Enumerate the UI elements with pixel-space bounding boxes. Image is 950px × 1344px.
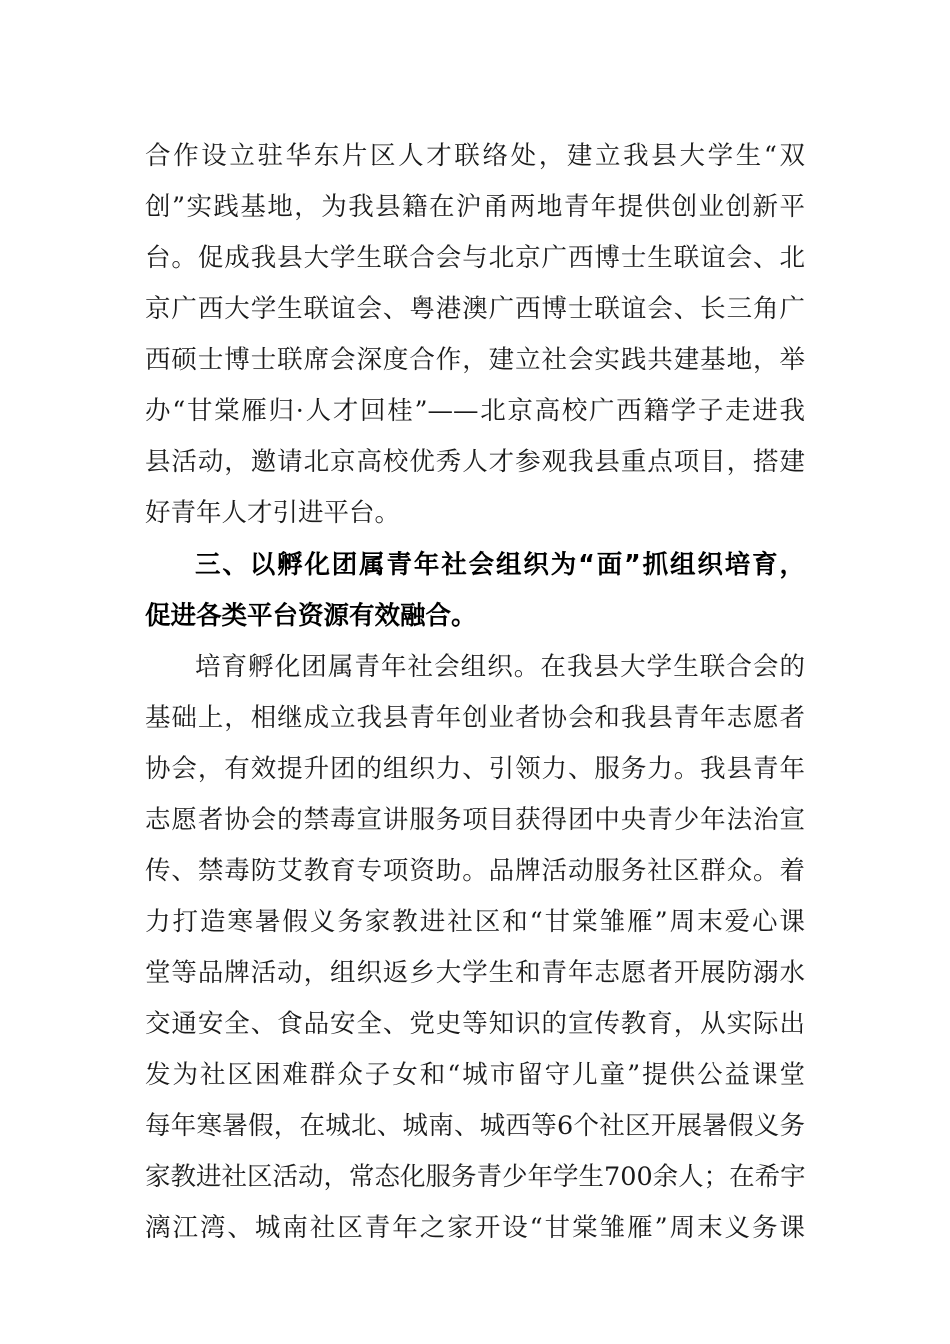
text-line: 力打造寒暑假义务家教进社区和“甘棠雏雁”周末爱心课: [145, 907, 805, 937]
text-line: 合作设立驻华东片区人才联络处，建立我县大学生“双: [145, 141, 805, 171]
text-line: 好青年人才引进平台。: [145, 498, 401, 528]
text-line: 发为社区困难群众子女和“城市留守儿童”提供公益课堂: [145, 1060, 805, 1090]
text-line: 台。促成我县大学生联合会与北京广西博士生联谊会、北: [145, 243, 805, 273]
text-line: 创”实践基地，为我县籍在沪甬两地青年提供创业创新平: [145, 192, 805, 222]
heading-line: 促进各类平台资源有效融合。: [145, 601, 477, 631]
text-line: 西硕士博士联席会深度合作，建立社会实践共建基地，举: [145, 345, 805, 375]
text-line: 堂等品牌活动，组织返乡大学生和青年志愿者开展防溺水: [145, 958, 805, 988]
text-line: 培育孵化团属青年社会组织。在我县大学生联合会的: [195, 652, 805, 682]
text-line: 县活动，邀请北京高校优秀人才参观我县重点项目，搭建: [145, 447, 805, 477]
heading-line: 三、以孵化团属青年社会组织为“面”抓组织培育，: [195, 550, 805, 580]
text-line: 基础上，相继成立我县青年创业者协会和我县青年志愿者: [145, 703, 805, 733]
text-line: 志愿者协会的禁毒宣讲服务项目获得团中央青少年法治宣: [145, 805, 805, 835]
text-line: 协会，有效提升团的组织力、引领力、服务力。我县青年: [145, 754, 805, 784]
text-line: 每年寒暑假，在城北、城南、城西等6个社区开展暑假义务: [145, 1111, 805, 1141]
text-line: 漓江湾、城南社区青年之家开设“甘棠雏雁”周末义务课: [145, 1213, 805, 1243]
text-line: 家教进社区活动，常态化服务青少年学生700余人；在希宇: [145, 1162, 806, 1192]
text-line: 传、禁毒防艾教育专项资助。品牌活动服务社区群众。着: [145, 856, 805, 886]
text-line: 京广西大学生联谊会、粤港澳广西博士联谊会、长三角广: [145, 294, 805, 324]
text-line: 交通安全、食品安全、党史等知识的宣传教育，从实际出: [145, 1009, 805, 1039]
text-line: 办“甘棠雁归·人才回桂”——北京高校广西籍学子走进我: [145, 396, 805, 426]
